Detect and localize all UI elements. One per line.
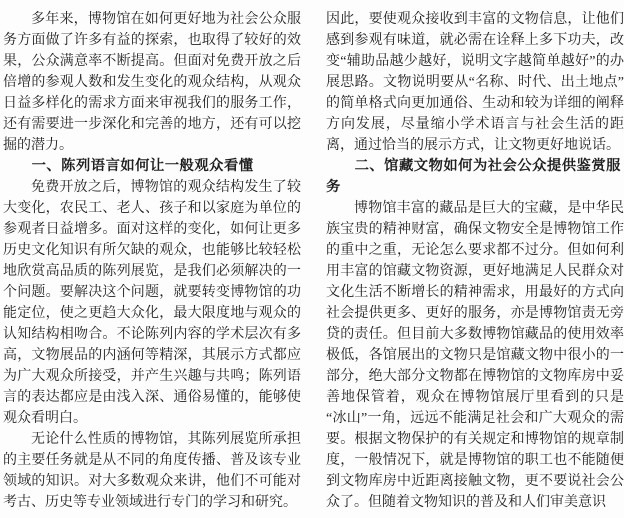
right-column [326,9,624,518]
section-heading: 二、馆藏文物如何为社会公众提供鉴赏服务 [326,158,621,195]
body-paragraph: 多年来，博物馆在如何更好地为社会公众服务方面做了许多有益的探索，也取得了较好的效果，公众满意率不断提高。但面对免费开放之后倍增的参观人数和发生变化的观众结构，从观众日益多样化的需求方面来审视我们的服务工作，还有需要进一步深化和完善的地方，还有可以挖掘的潜力。 [3,12,301,153]
body-paragraph: 无论什么性质的博物馆，其陈列展览所承担的主要任务就是从不同的角度传播、普及该专业领域的知识。对大多数观众来讲，他们不可能对考古、历史等专业领域进行专门的学习和研究。 [3,432,301,510]
body-paragraph: 博物馆丰富的藏品是巨大的宝藏，是中华民族宝贵的精神财富，确保文物安全是博物馆工作的重中之重，无论怎么要求都不过分。但如何利用丰富的馆藏文物资源，更好地满足人民群众对文化生活不断增长的精神需求，用最好的方式向社会提供更多、更好的服务，亦是博物馆责无旁贷的责任。但目前大多数博物馆藏品的使用效率极低，各馆展出的文物只是馆藏文物中很小的一部分，绝大部分文物都在博物馆的文物库房中妥善地保管着，观众在博物馆展厅里看到的只是“冰山”一角，远远不能满足社会和广大观众的需要。根据文物保护的有关规定和博物馆的规章制度，一般情况下，就是博物馆的职工也不能随便到文物库房中近距离接触文物，更不要说社会公众了。但随着文物知识的普及和人们审美意识 [326,201,624,510]
body-paragraph: 因此，要使观众接收到丰富的文物信息，让他们感到参观有味道，就必需在诠释上多下功夫，改变“辅助品越少越好，说明文字越简单越好”的办展思路。文物说明要从“名称、时代、出土地点”的简单格式向更加通俗、生动和较为详细的阐释方向发展，尽量缩小学术语言与社会生活的距离，通过恰当的展示方式，让文物更好地说话。 [326,12,624,153]
section-heading: 一、陈列语言如何让一般观众看懂 [31,158,254,174]
left-column [3,9,301,518]
body-paragraph: 免费开放之后，博物馆的观众结构发生了较大变化，农民工、老人、孩子和以家庭为单位的参观者日益增多。面对这样的变化，如何让更多历史文化知识有所欠缺的观众，也能够比较轻松地欣赏高品质的陈列展览，是我们必须解决的一个问题。要解决这个问题，就要转变博物馆的功能定位，使之更趋大众化，最大限度地与观众的认知结构相吻合。不论陈列内容的学术层次有多高，文物展品的内涵何等精深，其展示方式都应为广大观众所接受，并产生兴趣与共鸣；陈列语言的表达都应是由浅入深、通俗易懂的，能够使观众看明白。 [3,180,301,426]
